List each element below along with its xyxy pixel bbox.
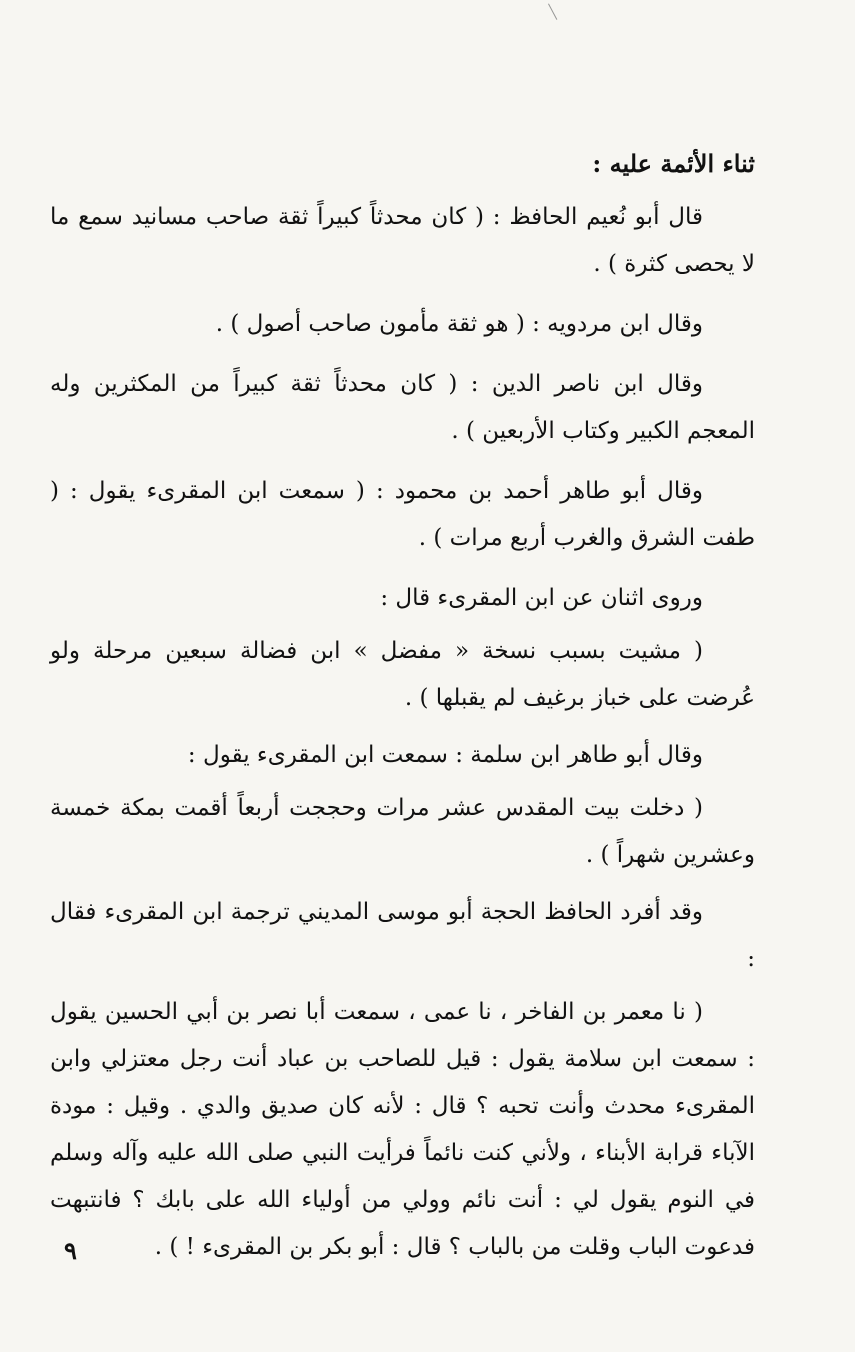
paragraph-abu-musa-intro: وقد أفرد الحافظ الحجة أبو موسى المديني ترجمة ابن المقرىء فقال : <box>50 899 755 972</box>
paragraph-narration-intro: وروى اثنان عن ابن المقرىء قال : <box>380 585 703 611</box>
paragraph-abu-tahir-ibn-salama: وقال أبو طاهر ابن سلمة : سمعت ابن المقرىء يقول : <box>187 742 703 768</box>
section-heading: ثناء الأئمة عليه : <box>592 149 755 178</box>
page-number: ٩ <box>64 1236 77 1265</box>
paragraph-ibn-nasir-al-din: وقال ابن ناصر الدين : ( كان محدثاً ثقة كبيراً من المكثرين وله المعجم الكبير وكتاب الأربعين ) . <box>50 371 755 444</box>
paragraph-ibn-mardawayh: وقال ابن مردويه : ( هو ثقة مأمون صاحب أصول ) . <box>215 311 703 337</box>
paragraph-abu-tahir-ahmad: وقال أبو طاهر أحمد بن محمود : ( سمعت ابن المقرىء يقول : ( طفت الشرق والغرب أربع مرات ) . <box>50 478 755 551</box>
scan-mark <box>548 4 557 20</box>
quote-bayt-al-maqdis: ( دخلت بيت المقدس عشر مرات وحججت أربعاً أقمت بمكة خمسة وعشرين شهراً ) . <box>50 795 755 868</box>
page-content <box>50 140 755 1281</box>
paragraph-abu-nuaym: قال أبو نُعيم الحافظ : ( كان محدثاً كبيراً ثقة صاحب مسانيد سمع ما لا يحصى كثرة ) . <box>50 204 755 277</box>
quote-mashayt: ( مشيت بسبب نسخة « مفضل » ابن فضالة سبعين مرحلة ولو عُرضت على خباز برغيف لم يقبلها ) . <box>50 638 755 711</box>
quote-long-narration: ( نا معمر بن الفاخر ، نا عمى ، سمعت أبا نصر بن أبي الحسين يقول : سمعت ابن سلامة يقول : قيل للصاحب بن عباد أنت رجل معتزلي وابن المقرىء محدث وأنت تحبه ؟ قال : لأنه كان صديق والدي . وقيل : مودة الآباء قرابة الأبناء ، ولأني كنت نائماً فرأيت النبي صلى الله عليه وآله وسلم في النوم يقول لي : أنت نائم وولي من أولياء الله على بابك ؟ فانتبهت فدعوت الباب وقلت من بالباب ؟ قال : أبو بكر بن المقرىء ! ) . <box>50 999 755 1260</box>
